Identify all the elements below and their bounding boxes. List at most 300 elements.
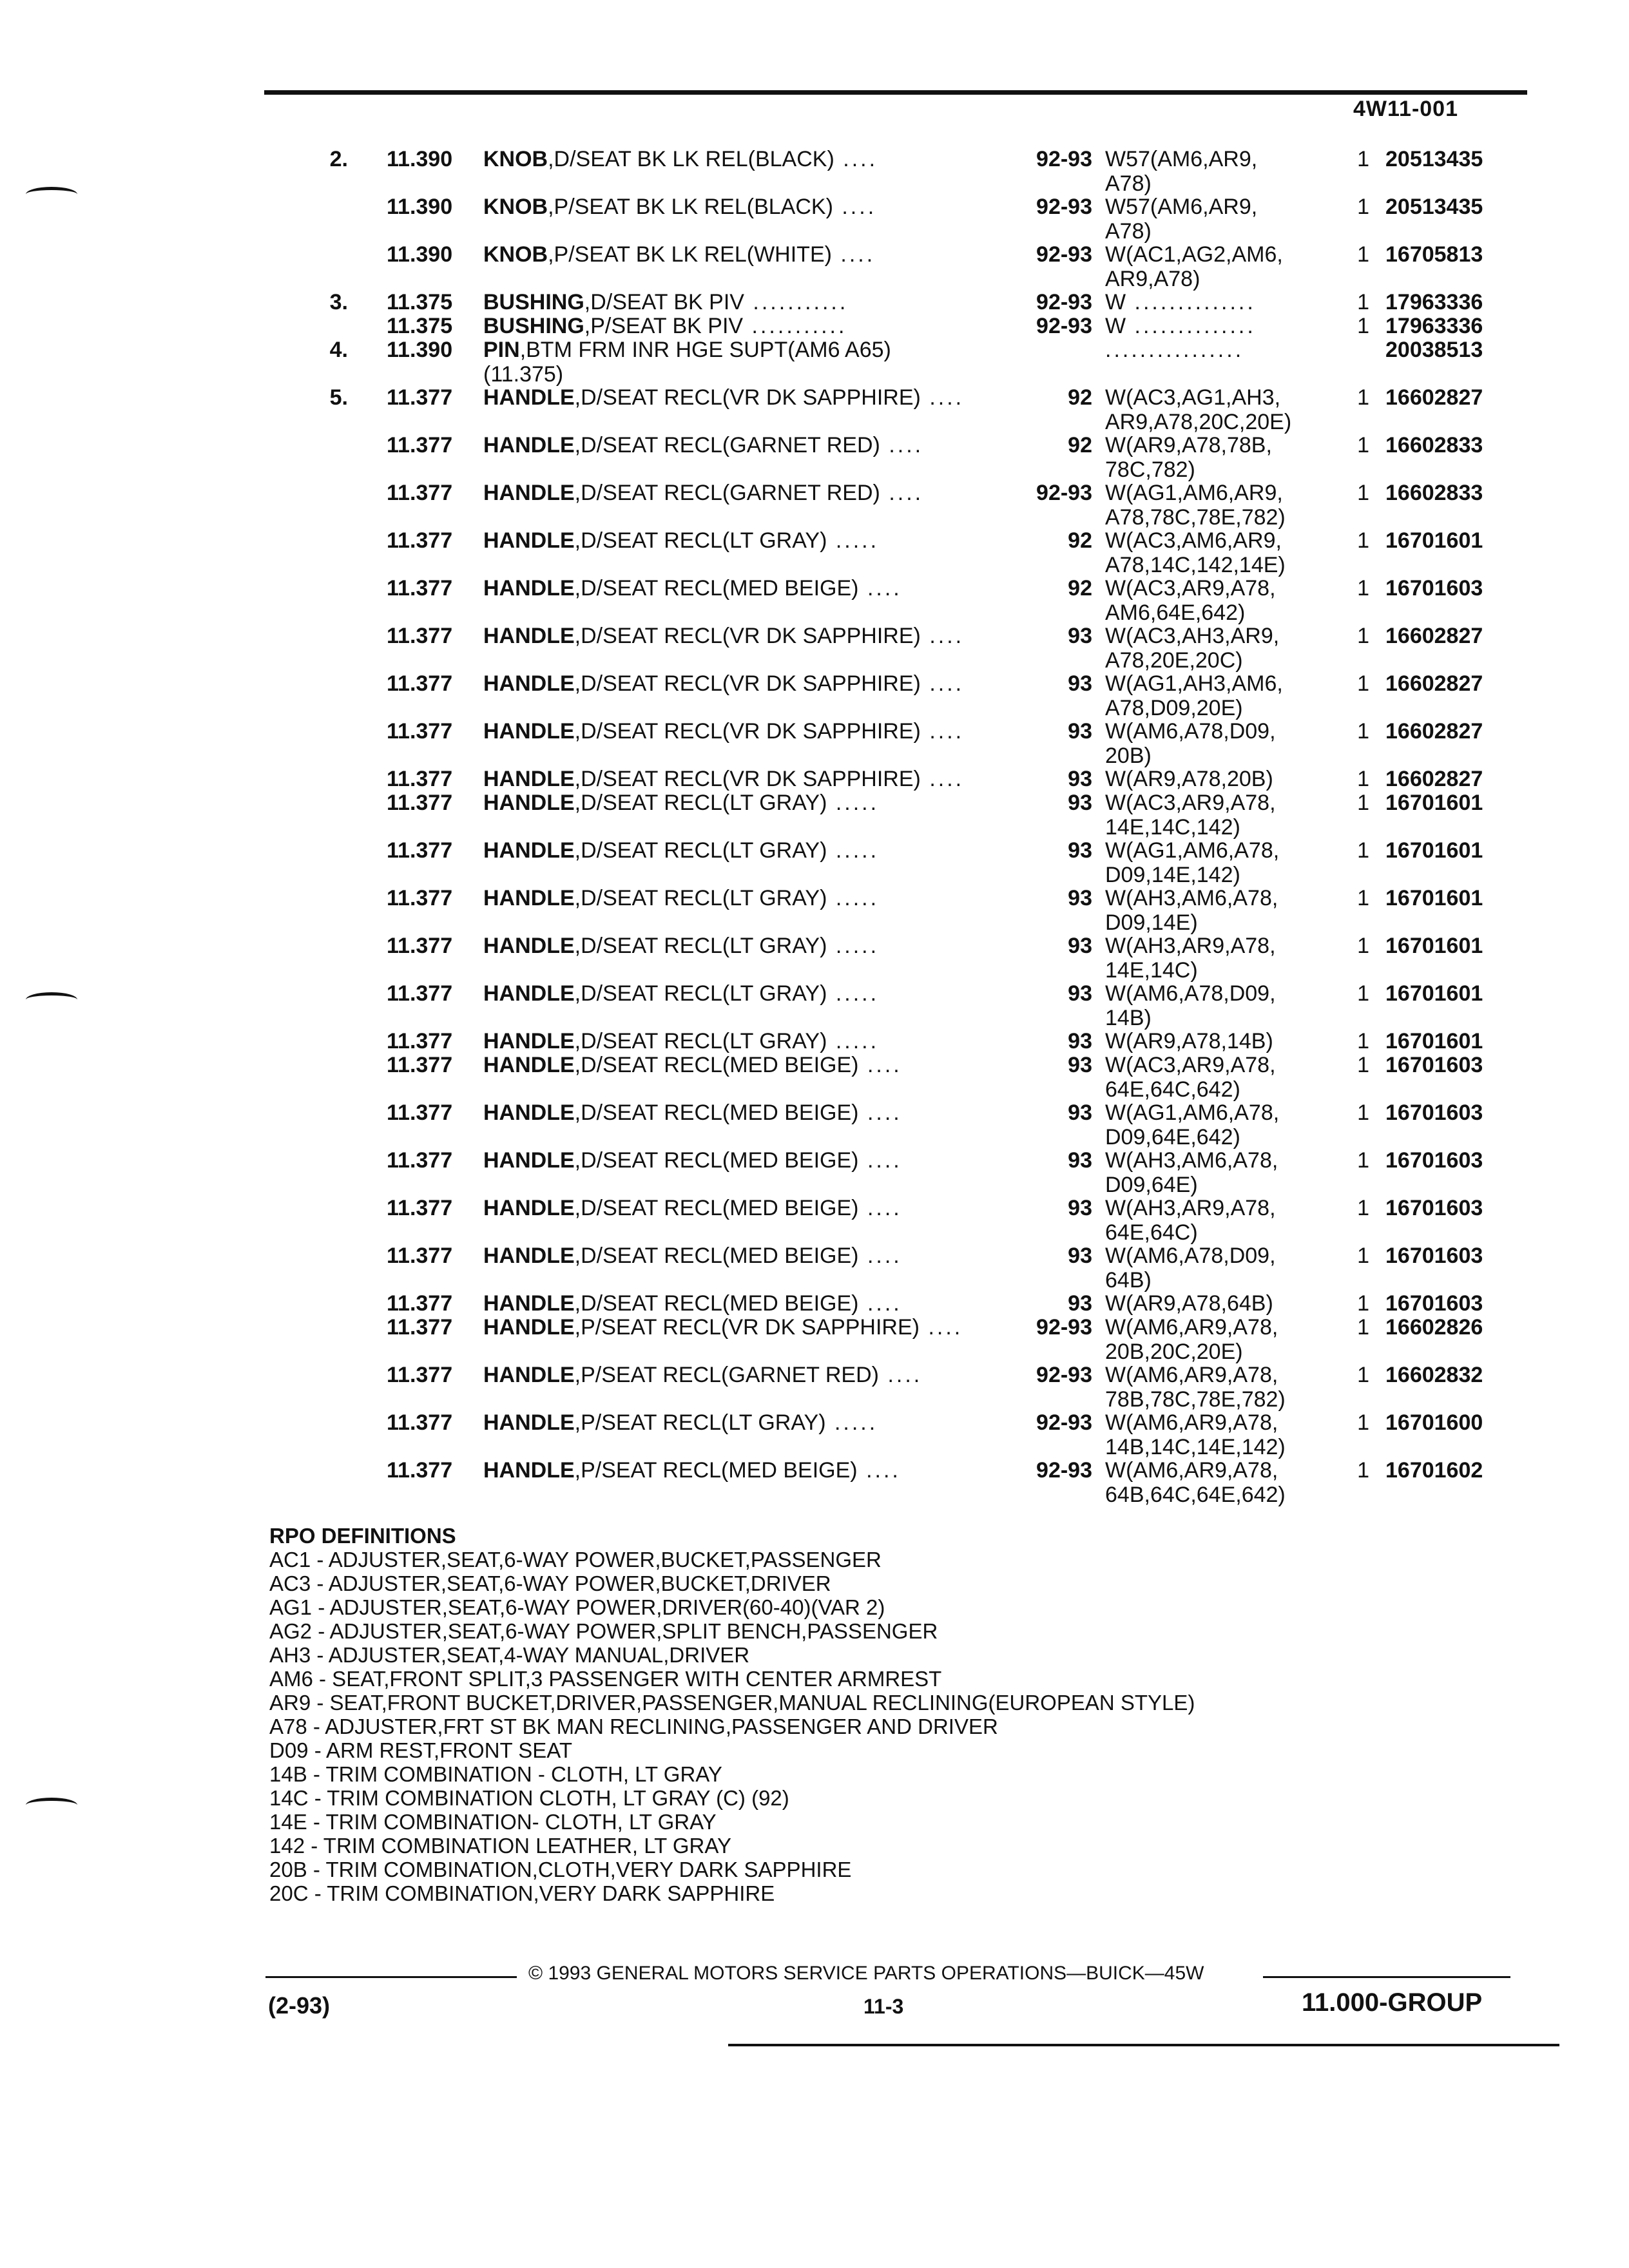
rpo-item: AG2 - ADJUSTER,SEAT,6-WAY POWER,SPLIT BENCH,PASSENGER bbox=[269, 1619, 938, 1643]
leader-dots: ..... bbox=[825, 1410, 878, 1435]
quantity: 1 bbox=[1357, 719, 1369, 744]
binder-hole-mark bbox=[26, 1798, 77, 1812]
part-row bbox=[0, 624, 1629, 673]
leader-dots: .... bbox=[880, 433, 924, 457]
model-code-cont: 64B) bbox=[1105, 1268, 1152, 1293]
model-code: W(AM6,AR9,A78, bbox=[1105, 1458, 1278, 1483]
top-rule bbox=[264, 90, 1527, 95]
quantity: 1 bbox=[1357, 1363, 1369, 1387]
quantity: 1 bbox=[1357, 1291, 1369, 1316]
rpo-item: 14C - TRIM COMBINATION CLOTH, LT GRAY (C) (92) bbox=[269, 1786, 789, 1810]
quantity: 1 bbox=[1357, 195, 1369, 219]
part-number: 16602827 bbox=[1385, 767, 1483, 791]
part-row bbox=[0, 528, 1629, 577]
model-years: 92 bbox=[1068, 528, 1092, 553]
leader-dots: .... bbox=[920, 385, 965, 410]
model-code-cont: AR9,A78) bbox=[1105, 267, 1200, 291]
model-codes bbox=[1105, 1291, 1382, 1316]
quantity: 1 bbox=[1357, 838, 1369, 863]
part-row bbox=[0, 671, 1629, 720]
model-code-cont: 78C,782) bbox=[1105, 457, 1195, 482]
quantity: 1 bbox=[1357, 624, 1369, 648]
model-years: 93 bbox=[1068, 671, 1092, 696]
part-number: 16602832 bbox=[1385, 1363, 1483, 1387]
group-number: 11.377 bbox=[387, 671, 453, 696]
model-years: 93 bbox=[1068, 934, 1092, 958]
part-description bbox=[483, 1148, 999, 1173]
part-row bbox=[0, 1100, 1629, 1149]
part-row bbox=[0, 338, 1629, 387]
group-number: 11.377 bbox=[387, 576, 453, 601]
part-row bbox=[0, 934, 1629, 983]
part-row bbox=[0, 1458, 1629, 1507]
model-code-cont: A78,20E,20C) bbox=[1105, 648, 1243, 673]
group-number: 11.377 bbox=[387, 1100, 453, 1125]
part-description bbox=[483, 719, 999, 744]
part-detail: ,D/SEAT RECL(VR DK SAPPHIRE) bbox=[574, 767, 921, 791]
leader-dots: ..... bbox=[827, 1029, 880, 1053]
group-number: 11.377 bbox=[387, 1410, 453, 1435]
part-number: 16602827 bbox=[1385, 624, 1483, 648]
part-description bbox=[483, 1244, 999, 1268]
part-number: 16602827 bbox=[1385, 671, 1483, 696]
part-description bbox=[483, 1100, 999, 1125]
part-number: 16701600 bbox=[1385, 1410, 1483, 1435]
model-codes bbox=[1105, 767, 1382, 791]
leader-dots: .... bbox=[858, 576, 902, 601]
model-code: W(AG1,AM6,A78, bbox=[1105, 1100, 1280, 1125]
part-description bbox=[483, 1196, 999, 1220]
group-number: 11.377 bbox=[387, 1363, 453, 1387]
model-years: 92-93 bbox=[1036, 1363, 1092, 1387]
model-years: 93 bbox=[1068, 886, 1092, 910]
group-number: 11.377 bbox=[387, 886, 453, 910]
model-code-cont: D09,64E) bbox=[1105, 1173, 1198, 1197]
part-row bbox=[0, 1315, 1629, 1364]
model-codes bbox=[1105, 1363, 1382, 1412]
model-code-cont: 14B) bbox=[1105, 1006, 1152, 1030]
part-detail: ,D/SEAT RECL(VR DK SAPPHIRE) bbox=[574, 385, 921, 410]
group-number: 11.377 bbox=[387, 1315, 453, 1340]
part-description bbox=[483, 242, 999, 267]
quantity: 1 bbox=[1357, 528, 1369, 553]
model-code: W(AR9,A78,78B, bbox=[1105, 433, 1272, 457]
model-code-cont: D09,14E) bbox=[1105, 910, 1198, 935]
model-code-cont: A78,78C,78E,782) bbox=[1105, 505, 1286, 530]
leader-dots: ..... bbox=[827, 981, 880, 1006]
model-years: 93 bbox=[1068, 1029, 1092, 1053]
part-name: PIN bbox=[483, 338, 520, 362]
part-description bbox=[483, 767, 999, 791]
group-number: 11.377 bbox=[387, 981, 453, 1006]
group-number: 11.377 bbox=[387, 1244, 453, 1268]
part-name: HANDLE bbox=[483, 1196, 575, 1220]
model-codes bbox=[1105, 886, 1382, 935]
part-name: HANDLE bbox=[483, 934, 575, 958]
part-description bbox=[483, 791, 999, 815]
part-row bbox=[0, 838, 1629, 887]
quantity: 1 bbox=[1357, 1053, 1369, 1077]
part-detail: ,P/SEAT RECL(VR DK SAPPHIRE) bbox=[574, 1315, 920, 1340]
quantity: 1 bbox=[1357, 1148, 1369, 1173]
leader-dots: .... bbox=[834, 147, 878, 171]
model-years: 93 bbox=[1068, 719, 1092, 744]
part-row bbox=[0, 1148, 1629, 1197]
leader-dots: .... bbox=[857, 1458, 901, 1483]
leader-dots: ..... bbox=[827, 838, 880, 863]
model-years: 93 bbox=[1068, 838, 1092, 863]
part-detail: ,D/SEAT RECL(MED BEIGE) bbox=[574, 1291, 859, 1316]
part-detail: ,P/SEAT RECL(GARNET RED) bbox=[574, 1363, 879, 1387]
leader-dots: .... bbox=[831, 242, 876, 267]
part-row bbox=[0, 1410, 1629, 1459]
part-name: HANDLE bbox=[483, 624, 575, 648]
rpo-item: AG1 - ADJUSTER,SEAT,6-WAY POWER,DRIVER(60-40)(VAR 2) bbox=[269, 1595, 885, 1619]
part-number: 16701601 bbox=[1385, 981, 1483, 1006]
model-codes bbox=[1105, 1196, 1382, 1245]
part-description bbox=[483, 338, 999, 387]
model-codes bbox=[1105, 791, 1382, 840]
bottom-rule bbox=[728, 2044, 1559, 2046]
model-years: 93 bbox=[1068, 624, 1092, 648]
model-years: 92-93 bbox=[1036, 1410, 1092, 1435]
leader-dots: ..... bbox=[827, 791, 880, 815]
rpo-item: AH3 - ADJUSTER,SEAT,4-WAY MANUAL,DRIVER bbox=[269, 1643, 750, 1667]
model-years: 93 bbox=[1068, 981, 1092, 1006]
part-description bbox=[483, 1029, 999, 1053]
part-row bbox=[0, 433, 1629, 482]
part-name: HANDLE bbox=[483, 481, 575, 505]
model-code: W(AH3,AM6,A78, bbox=[1105, 1148, 1278, 1173]
model-years: 92-93 bbox=[1036, 1315, 1092, 1340]
quantity: 1 bbox=[1357, 242, 1369, 267]
group-number: 11.375 bbox=[387, 290, 453, 314]
model-years: 92-93 bbox=[1036, 1458, 1092, 1483]
footer-rule-right bbox=[1263, 1976, 1510, 1978]
part-row bbox=[0, 1363, 1629, 1412]
part-name: HANDLE bbox=[483, 719, 575, 744]
part-row bbox=[0, 719, 1629, 768]
part-description bbox=[483, 433, 999, 457]
group-number: 11.377 bbox=[387, 528, 453, 553]
model-code-cont: A78,D09,20E) bbox=[1105, 696, 1243, 720]
quantity: 1 bbox=[1357, 433, 1369, 457]
leader-dots: .... bbox=[920, 671, 965, 696]
model-code: W(AC3,AH3,AR9, bbox=[1105, 624, 1280, 648]
part-number: 16701601 bbox=[1385, 1029, 1483, 1053]
part-description bbox=[483, 314, 999, 338]
leader-dots: .... bbox=[920, 1315, 963, 1340]
model-years: 92 bbox=[1068, 433, 1092, 457]
rpo-item: AR9 - SEAT,FRONT BUCKET,DRIVER,PASSENGER,MANUAL RECLINING(EUROPEAN STYLE) bbox=[269, 1691, 1195, 1715]
page-id: 4W11-001 bbox=[1353, 97, 1458, 121]
leader-dots: .... bbox=[858, 1100, 902, 1125]
part-number: 16602827 bbox=[1385, 385, 1483, 410]
part-detail: ,D/SEAT RECL(LT GRAY) bbox=[574, 791, 827, 815]
part-row bbox=[0, 886, 1629, 935]
rpo-item: 20B - TRIM COMBINATION,CLOTH,VERY DARK SAPPHIRE bbox=[269, 1858, 852, 1881]
part-number: 16701603 bbox=[1385, 1053, 1483, 1077]
part-number: 20038513 bbox=[1385, 338, 1483, 362]
model-codes bbox=[1105, 719, 1382, 768]
part-row bbox=[0, 791, 1629, 840]
part-number: 16701603 bbox=[1385, 1244, 1483, 1268]
model-code: W(AM6,A78,D09, bbox=[1105, 1244, 1276, 1268]
rpo-item: 14E - TRIM COMBINATION- CLOTH, LT GRAY bbox=[269, 1810, 717, 1834]
model-code: W(AR9,A78,64B) bbox=[1105, 1291, 1273, 1316]
rpo-definitions bbox=[269, 1524, 1429, 1905]
quantity: 1 bbox=[1357, 981, 1369, 1006]
model-code: W(AH3,AR9,A78, bbox=[1105, 934, 1276, 958]
part-name: HANDLE bbox=[483, 1148, 575, 1173]
group-number: 11.390 bbox=[387, 242, 453, 267]
model-code-cont: D09,64E,642) bbox=[1105, 1125, 1240, 1149]
rpo-item: 14B - TRIM COMBINATION - CLOTH, LT GRAY bbox=[269, 1762, 722, 1786]
model-years: 93 bbox=[1068, 1148, 1092, 1173]
rpo-item: AC3 - ADJUSTER,SEAT,6-WAY POWER,BUCKET,DRIVER bbox=[269, 1571, 831, 1595]
part-number: 16701602 bbox=[1385, 1458, 1483, 1483]
leader-dots: .... bbox=[858, 1053, 902, 1077]
model-years: 93 bbox=[1068, 1244, 1092, 1268]
footer-page-number: 11-3 bbox=[863, 1995, 904, 2018]
part-detail: ,D/SEAT RECL(VR DK SAPPHIRE) bbox=[574, 671, 921, 696]
model-code: W(AM6,AR9,A78, bbox=[1105, 1410, 1278, 1435]
quantity: 1 bbox=[1357, 1100, 1369, 1125]
part-number: 16602833 bbox=[1385, 433, 1483, 457]
model-years: 93 bbox=[1068, 1291, 1092, 1316]
part-detail: ,D/SEAT RECL(MED BEIGE) bbox=[574, 1100, 859, 1125]
model-code: W(AC3,AM6,AR9, bbox=[1105, 528, 1282, 553]
part-detail: ,D/SEAT RECL(GARNET RED) bbox=[574, 481, 880, 505]
group-number: 11.377 bbox=[387, 767, 453, 791]
footer-date: (2-93) bbox=[268, 1992, 331, 2019]
model-code-cont: 20B) bbox=[1105, 744, 1152, 768]
quantity: 1 bbox=[1357, 934, 1369, 958]
model-code-cont: 64E,64C) bbox=[1105, 1220, 1198, 1245]
part-detail: ,D/SEAT BK PIV bbox=[584, 290, 744, 314]
part-name: KNOB bbox=[483, 195, 548, 219]
part-detail: ,D/SEAT BK LK REL(BLACK) bbox=[548, 147, 834, 171]
rpo-item: 142 - TRIM COMBINATION LEATHER, LT GRAY bbox=[269, 1834, 731, 1858]
part-description bbox=[483, 624, 999, 648]
part-name: HANDLE bbox=[483, 1029, 575, 1053]
part-name: HANDLE bbox=[483, 1053, 575, 1077]
quantity: 1 bbox=[1357, 385, 1369, 410]
model-code: W(AM6,A78,D09, bbox=[1105, 981, 1276, 1006]
leader-dots: ................ bbox=[1105, 338, 1244, 362]
footer-rule-left bbox=[265, 1976, 517, 1978]
model-code: W(AC3,AR9,A78, bbox=[1105, 576, 1276, 601]
part-detail: ,D/SEAT RECL(MED BEIGE) bbox=[574, 1148, 859, 1173]
model-code-cont: 64E,64C,642) bbox=[1105, 1077, 1240, 1102]
part-detail: ,P/SEAT RECL(LT GRAY) bbox=[574, 1410, 826, 1435]
part-detail-cont: (11.375) bbox=[483, 362, 564, 387]
part-number: 16701603 bbox=[1385, 1291, 1483, 1316]
part-number: 17963336 bbox=[1385, 290, 1483, 314]
model-code-cont: A78) bbox=[1105, 171, 1152, 196]
part-description bbox=[483, 147, 999, 171]
part-name: BUSHING bbox=[483, 314, 584, 338]
group-number: 11.377 bbox=[387, 1458, 453, 1483]
model-codes bbox=[1105, 147, 1382, 196]
group-number: 11.377 bbox=[387, 481, 453, 505]
part-number: 16701601 bbox=[1385, 791, 1483, 815]
part-description bbox=[483, 671, 999, 696]
part-name: HANDLE bbox=[483, 1315, 575, 1340]
model-code-cont: A78,14C,142,14E) bbox=[1105, 553, 1286, 577]
quantity: 1 bbox=[1357, 1244, 1369, 1268]
leader-dots: ..... bbox=[827, 886, 880, 910]
part-description bbox=[483, 290, 999, 314]
model-codes bbox=[1105, 1148, 1382, 1197]
model-codes bbox=[1105, 981, 1382, 1030]
model-code-cont: 64B,64C,64E,642) bbox=[1105, 1483, 1286, 1507]
model-code: W(AH3,AR9,A78, bbox=[1105, 1196, 1276, 1220]
model-years: 93 bbox=[1068, 791, 1092, 815]
part-number: 16602833 bbox=[1385, 481, 1483, 505]
part-number: 16701603 bbox=[1385, 1196, 1483, 1220]
model-code-cont: AR9,A78,20C,20E) bbox=[1105, 410, 1292, 434]
part-name: HANDLE bbox=[483, 385, 575, 410]
part-detail: ,D/SEAT RECL(LT GRAY) bbox=[574, 886, 827, 910]
part-name: HANDLE bbox=[483, 671, 575, 696]
leader-dots: .............. bbox=[1126, 290, 1256, 314]
footer-group: 11.000-GROUP bbox=[1302, 1988, 1483, 2017]
part-name: HANDLE bbox=[483, 1363, 575, 1387]
model-code: W(AR9,A78,14B) bbox=[1105, 1029, 1273, 1053]
model-codes bbox=[1105, 290, 1382, 314]
item-ref: 4. bbox=[329, 338, 348, 362]
group-number: 11.377 bbox=[387, 1291, 453, 1316]
part-number: 20513435 bbox=[1385, 147, 1483, 171]
part-description bbox=[483, 1053, 999, 1077]
group-number: 11.377 bbox=[387, 934, 453, 958]
model-code: W(AG1,AM6,A78, bbox=[1105, 838, 1280, 863]
part-detail: ,D/SEAT RECL(MED BEIGE) bbox=[574, 1053, 859, 1077]
model-codes bbox=[1105, 314, 1382, 338]
quantity: 1 bbox=[1357, 767, 1369, 791]
part-description bbox=[483, 934, 999, 958]
part-description bbox=[483, 1291, 999, 1316]
model-codes bbox=[1105, 433, 1382, 482]
group-number: 11.390 bbox=[387, 147, 453, 171]
quantity: 1 bbox=[1357, 1458, 1369, 1483]
model-years: 92-93 bbox=[1036, 481, 1092, 505]
part-name: HANDLE bbox=[483, 981, 575, 1006]
part-detail: ,P/SEAT BK LK REL(BLACK) bbox=[548, 195, 833, 219]
quantity: 1 bbox=[1357, 481, 1369, 505]
model-codes bbox=[1105, 481, 1382, 530]
leader-dots: .... bbox=[858, 1148, 902, 1173]
leader-dots: ..... bbox=[827, 528, 880, 553]
rpo-item: A78 - ADJUSTER,FRT ST BK MAN RECLINING,PASSENGER AND DRIVER bbox=[269, 1715, 998, 1738]
model-code: W(AH3,AM6,A78, bbox=[1105, 886, 1278, 910]
group-number: 11.377 bbox=[387, 624, 453, 648]
model-codes bbox=[1105, 1029, 1382, 1053]
part-description bbox=[483, 528, 999, 553]
model-years: 93 bbox=[1068, 1053, 1092, 1077]
part-detail: ,D/SEAT RECL(MED BEIGE) bbox=[574, 576, 859, 601]
group-number: 11.377 bbox=[387, 1196, 453, 1220]
part-row bbox=[0, 195, 1629, 244]
part-description bbox=[483, 1315, 999, 1340]
model-code: W(AC1,AG2,AM6, bbox=[1105, 242, 1283, 267]
part-detail: ,D/SEAT RECL(LT GRAY) bbox=[574, 528, 827, 553]
rpo-title: RPO DEFINITIONS bbox=[269, 1524, 456, 1548]
model-codes bbox=[1105, 1315, 1382, 1364]
part-name: HANDLE bbox=[483, 528, 575, 553]
model-codes bbox=[1105, 1410, 1382, 1459]
model-years: 92-93 bbox=[1036, 195, 1092, 219]
part-name: HANDLE bbox=[483, 1458, 575, 1483]
quantity: 1 bbox=[1357, 147, 1369, 171]
part-name: HANDLE bbox=[483, 576, 575, 601]
model-codes bbox=[1105, 195, 1382, 244]
model-code: W(AC3,AR9,A78, bbox=[1105, 791, 1276, 815]
model-codes bbox=[1105, 838, 1382, 887]
quantity: 1 bbox=[1357, 1196, 1369, 1220]
quantity: 1 bbox=[1357, 576, 1369, 601]
model-code-cont: A78) bbox=[1105, 219, 1152, 244]
part-row bbox=[0, 1244, 1629, 1293]
item-ref: 5. bbox=[329, 385, 348, 410]
part-row bbox=[0, 481, 1629, 530]
leader-dots: ........... bbox=[744, 290, 849, 314]
leader-dots: .... bbox=[858, 1196, 902, 1220]
part-number: 16602826 bbox=[1385, 1315, 1483, 1340]
model-codes bbox=[1105, 576, 1382, 625]
quantity: 1 bbox=[1357, 886, 1369, 910]
group-number: 11.377 bbox=[387, 1029, 453, 1053]
part-row bbox=[0, 1196, 1629, 1245]
part-number: 16701603 bbox=[1385, 1100, 1483, 1125]
leader-dots: .... bbox=[880, 481, 924, 505]
leader-dots: .... bbox=[833, 195, 877, 219]
leader-dots: .... bbox=[858, 1291, 902, 1316]
part-description bbox=[483, 481, 999, 505]
part-name: HANDLE bbox=[483, 1291, 575, 1316]
part-number: 16701601 bbox=[1385, 886, 1483, 910]
part-name: HANDLE bbox=[483, 1100, 575, 1125]
part-description bbox=[483, 838, 999, 863]
leader-dots: .... bbox=[920, 624, 965, 648]
model-code-cont: 14B,14C,14E,142) bbox=[1105, 1435, 1286, 1459]
model-codes bbox=[1105, 624, 1382, 673]
part-detail: ,BTM FRM INR HGE SUPT(AM6 A65) bbox=[519, 338, 891, 362]
group-number: 11.377 bbox=[387, 791, 453, 815]
part-number: 16701603 bbox=[1385, 576, 1483, 601]
model-years: 93 bbox=[1068, 767, 1092, 791]
part-description bbox=[483, 1458, 999, 1483]
model-code-cont: D09,14E,142) bbox=[1105, 863, 1240, 887]
model-code-cont: 78B,78C,78E,782) bbox=[1105, 1387, 1286, 1412]
quantity: 1 bbox=[1357, 314, 1369, 338]
part-detail: ,P/SEAT RECL(MED BEIGE) bbox=[574, 1458, 858, 1483]
model-code-cont: 20B,20C,20E) bbox=[1105, 1340, 1243, 1364]
part-row bbox=[0, 385, 1629, 434]
group-number: 11.377 bbox=[387, 1148, 453, 1173]
rpo-list bbox=[269, 1548, 1429, 1905]
part-detail: ,P/SEAT BK PIV bbox=[584, 314, 744, 338]
part-name: KNOB bbox=[483, 147, 548, 171]
part-number: 16705813 bbox=[1385, 242, 1483, 267]
part-number: 16701601 bbox=[1385, 934, 1483, 958]
part-detail: ,D/SEAT RECL(LT GRAY) bbox=[574, 934, 827, 958]
model-codes bbox=[1105, 934, 1382, 983]
part-name: HANDLE bbox=[483, 767, 575, 791]
group-number: 11.375 bbox=[387, 314, 453, 338]
part-name: HANDLE bbox=[483, 886, 575, 910]
